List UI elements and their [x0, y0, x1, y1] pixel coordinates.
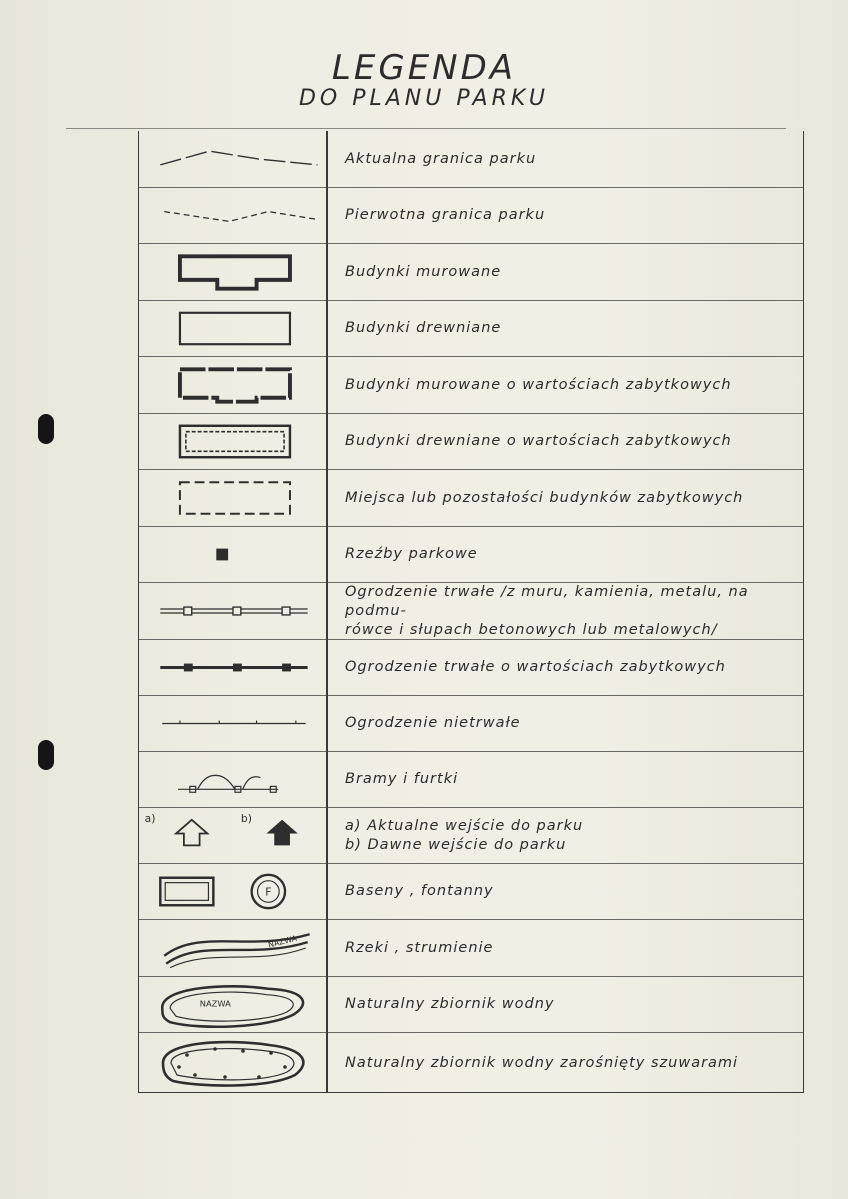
legend-description-line: Naturalny zbiornik wodny — [345, 996, 555, 1012]
legend-row — [139, 583, 803, 640]
legend-description — [345, 696, 795, 751]
header-rule — [66, 128, 786, 129]
fountain-glyph: F — [265, 885, 272, 899]
legend-row — [139, 188, 803, 244]
legend-description-line: Ogrodzenie trwałe o wartościach zabytkowych — [345, 659, 726, 675]
legend-row — [139, 414, 803, 470]
river-icon — [139, 920, 326, 976]
legend-description — [345, 357, 795, 413]
legend-description-line: Budynki murowane — [345, 263, 502, 280]
original-boundary-icon — [139, 188, 326, 243]
legend-description — [345, 470, 795, 526]
legend-description-line: Rzeki , strumienie — [345, 939, 494, 956]
legend-description-line: Naturalny zbiornik wodny zarośnięty szuwarami — [345, 1054, 739, 1071]
permanent-fence-icon — [139, 583, 326, 639]
masonry-building-icon — [139, 244, 326, 300]
column-divider — [326, 131, 328, 1092]
building-remains-icon — [139, 470, 326, 526]
gate-icon — [139, 752, 326, 807]
legend-description-line: Pierwotna granica parku — [345, 207, 546, 223]
legend-row — [139, 864, 803, 920]
legend-row — [139, 808, 803, 864]
river-name-label: NAZWA — [267, 933, 298, 950]
legend-description-line: Miejsca lub pozostałości budynków zabytkowych — [345, 489, 744, 506]
legend-description-line: Rzeźby parkowe — [345, 546, 478, 562]
legend-row — [139, 752, 803, 808]
historic-fence-icon — [139, 640, 326, 695]
legend-description — [345, 752, 795, 807]
legend-row — [139, 527, 803, 583]
temporary-fence-icon — [139, 696, 326, 751]
legend-row — [139, 244, 803, 301]
legend-description — [345, 640, 795, 695]
legend-description-line: b) Dawne wejście do parku — [345, 836, 567, 853]
legend-row — [139, 696, 803, 752]
legend-description-line: rówce i słupach betonowych lub metalowych/ — [345, 621, 718, 638]
page-subtitle: DO PLANU PARKU — [298, 86, 550, 111]
legend-row — [139, 131, 803, 188]
overgrown-pond-icon — [139, 1033, 326, 1093]
page-title: LEGENDA — [331, 48, 517, 88]
legend-description-line: Baseny , fontanny — [345, 883, 494, 899]
legend-row — [139, 301, 803, 357]
legend-description-line: Aktualna granica parku — [345, 150, 537, 167]
entry-label-a: a) — [144, 811, 156, 825]
historic-masonry-building-icon — [139, 357, 326, 413]
legend-row — [139, 640, 803, 696]
legend-row — [139, 977, 803, 1033]
legend-description — [345, 920, 795, 976]
natural-pond-icon — [139, 977, 326, 1032]
legend-description-line: Budynki murowane o wartościach zabytkowych — [345, 376, 732, 393]
sculpture-icon — [139, 527, 326, 582]
legend-description-line: Ogrodzenie trwałe /z muru, kamienia, metalu, na podmu- — [345, 583, 749, 619]
legend-description — [345, 188, 795, 243]
entrance-arrows-icon — [139, 808, 326, 863]
legend-row — [139, 470, 803, 527]
legend-description — [345, 131, 795, 187]
wooden-building-icon — [139, 301, 326, 356]
legend-description — [345, 864, 795, 919]
legend-description — [345, 583, 795, 639]
legend-description-line: Bramy i furtki — [345, 771, 459, 787]
legend-description — [345, 414, 795, 469]
legend-description — [345, 808, 795, 863]
legend-description — [345, 527, 795, 582]
legend-description-line: Budynki drewniane o wartościach zabytkowych — [345, 433, 732, 449]
legend-description-line: a) Aktualne wejście do parku — [345, 817, 584, 834]
pond-name-label: NAZWA — [199, 998, 231, 1009]
entry-label-b: b) — [240, 811, 252, 825]
punch-hole — [38, 740, 54, 770]
legend-description-line: Budynki drewniane — [345, 320, 502, 336]
punch-hole — [38, 414, 54, 444]
legend-table — [138, 131, 804, 1093]
legend-description — [345, 244, 795, 300]
legend-description — [345, 1033, 795, 1093]
historic-wooden-building-icon — [139, 414, 326, 469]
legend-row — [139, 357, 803, 414]
legend-row — [139, 920, 803, 977]
legend-description — [345, 977, 795, 1032]
legend-description-line: Ogrodzenie nietrwałe — [345, 715, 521, 731]
current-boundary-icon — [139, 131, 326, 187]
pool-fountain-icon — [139, 864, 326, 919]
legend-description — [345, 301, 795, 356]
legend-row — [139, 1033, 803, 1093]
